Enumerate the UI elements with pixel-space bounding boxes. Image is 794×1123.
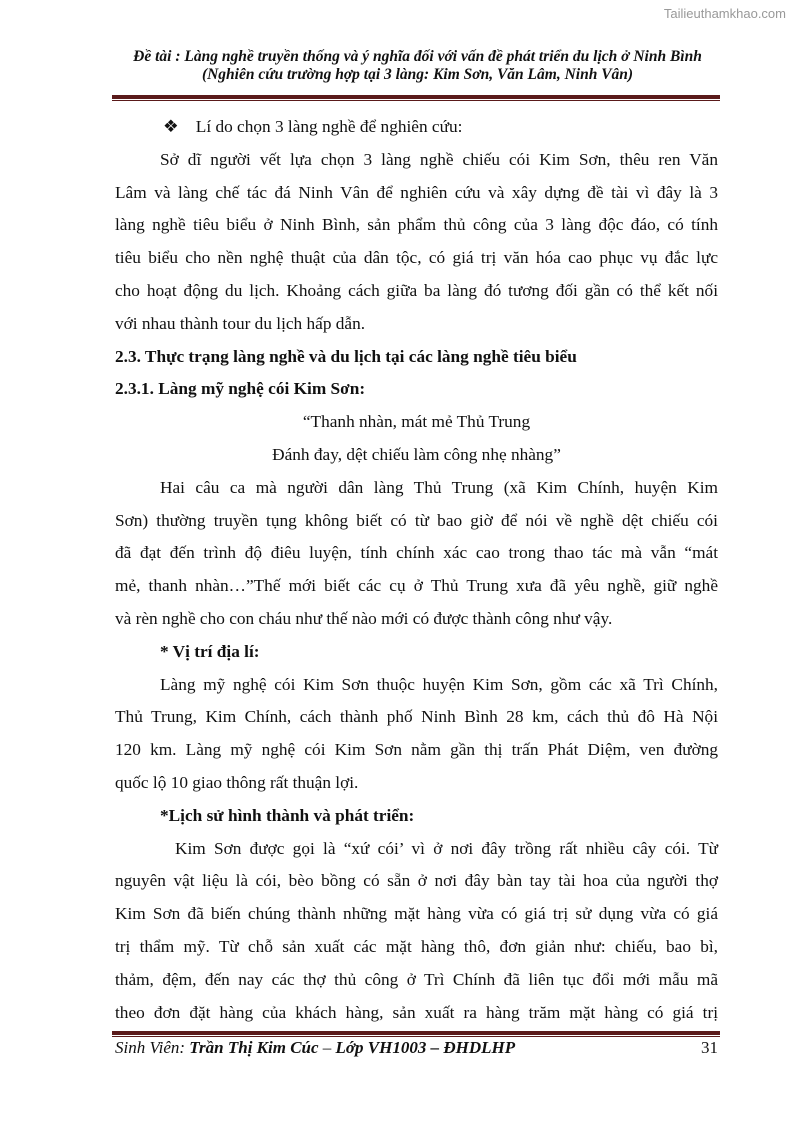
text-line: theo đơn đặt hàng của khách hàng, sản xuất ra hàng trăm mặt hàng có giá trị bbox=[115, 1002, 718, 1022]
text-line: Hai câu ca mà người dân làng Thủ Trung (xã Kim Chính, huyện Kim bbox=[160, 477, 718, 497]
text-line: tiêu biểu cho nền nghệ thuật của dân tộc, có giá trị văn hóa cao phục vụ đắc lực bbox=[115, 248, 718, 268]
heading-2-3: 2.3. Thực trạng làng nghề và du lịch tại các làng nghề tiêu biểu bbox=[115, 346, 577, 366]
text-line: thảm, đệm, đến nay các thợ thủ công ở Trì Chính đã liên tục đổi mới mẫu mã bbox=[115, 969, 718, 989]
page-number: 31 bbox=[701, 1038, 718, 1057]
paragraph-1 bbox=[115, 144, 718, 341]
text-line: với nhau thành tour du lịch hấp dẫn. bbox=[115, 313, 366, 333]
footer bbox=[115, 1038, 718, 1058]
verse-line-1: “Thanh nhàn, mát mẻ Thủ Trung bbox=[302, 412, 531, 432]
text-line: quốc lộ 10 giao thông rất thuận lợi. bbox=[115, 772, 359, 792]
text-line: Làng mỹ nghệ cói Kim Sơn thuộc huyện Kim Sơn, gồm các xã Trì Chính, bbox=[160, 674, 718, 694]
bullet-text: Lí do chọn 3 làng nghề để nghiên cứu: bbox=[195, 117, 463, 136]
text-line: và rèn nghề cho con cháu như thế nào mới có được thành công như vậy. bbox=[115, 608, 613, 628]
verse-line-2: Đánh đay, dệt chiếu làm công nhẹ nhàng” bbox=[272, 444, 561, 464]
document-body bbox=[115, 111, 718, 1029]
heading-history: *Lịch sử hình thành và phát triển: bbox=[160, 805, 415, 825]
student-name: Trần Thị Kim Cúc bbox=[189, 1038, 319, 1057]
text-line: trị thẩm mỹ. Từ chỗ sản xuất các mặt hàng thô, đơn giản như: chiếu, bao bì, bbox=[115, 936, 718, 956]
text-line: đã đạt đến trình độ điêu luyện, tính chính xác cao trong thao tác mà vẫn “mát bbox=[115, 543, 718, 563]
text-line: 120 km. Làng mỹ nghệ cói Kim Sơn nằm gần thị trấn Phát Diệm, ven đường bbox=[115, 740, 718, 760]
class-name: Lớp VH1003 – ĐHDLHP bbox=[335, 1038, 516, 1057]
heading-location: * Vị trí địa lí: bbox=[160, 641, 260, 661]
header-subtitle: (Nghiên cứu trường hợp tại 3 làng: Kim Sơn, Văn Lâm, Ninh Vân) bbox=[201, 66, 634, 83]
diamond-bullet-icon: ❖ bbox=[163, 117, 179, 136]
paragraph-2 bbox=[115, 472, 718, 636]
text-line: làng nghề tiêu biểu ở Ninh Bình, sản phẩm thủ công của 3 làng độc đáo, có tính bbox=[115, 215, 718, 235]
watermark: Tailieuthamkhao.com bbox=[663, 6, 786, 21]
header-rule bbox=[112, 95, 720, 101]
text-line: Thủ Trung, Kim Chính, cách thành phố Ninh Bình 28 km, cách thủ đô Hà Nội bbox=[115, 707, 718, 727]
bullet-line bbox=[115, 111, 718, 144]
footer-rule bbox=[112, 1031, 720, 1037]
text-line: Kim Sơn được gọi là “xứ cói’ vì ở nơi đây trồng rất nhiều cây cói. Từ bbox=[175, 838, 718, 858]
text-line: Kim Sơn đã biến chúng thành những mặt hàng vừa có giá trị sử dụng vừa có giá bbox=[115, 904, 718, 924]
text-line: nguyên vật liệu là cói, bèo bồng có sẵn ở nơi đây bàn tay tài hoa của người thợ bbox=[115, 871, 718, 891]
text-line: cho hoạt động du lịch. Khoảng cách giữa ba làng đó tương đối gần có thể kết nối bbox=[115, 280, 718, 300]
footer-separator: – bbox=[318, 1038, 336, 1057]
text-line: mẻ, thanh nhàn…”Thế mới biết các cụ ở Thủ Trung xưa đã yêu nghề, giữ nghề bbox=[115, 576, 718, 596]
heading-2-3-1: 2.3.1. Làng mỹ nghệ cói Kim Sơn: bbox=[115, 379, 366, 399]
text-line: Lâm và làng chế tác đá Ninh Vân để nghiên cứu và xây dựng đề tài vì đây là 3 bbox=[115, 182, 718, 202]
text-line: Sơn) thường truyền tụng không biết có từ bao giờ để nói về nghề dệt chiếu cói bbox=[115, 510, 718, 530]
header-title: Đề tài : Làng nghề truyền thống và ý nghĩa đối với vấn đề phát triển du lịch ở Ninh Bình bbox=[133, 48, 702, 65]
running-header bbox=[115, 48, 720, 84]
footer-prefix: Sinh Viên: bbox=[115, 1038, 190, 1057]
paragraph-3 bbox=[115, 669, 718, 800]
paragraph-4 bbox=[115, 833, 718, 1030]
text-line: Sở dĩ người vết lựa chọn 3 làng nghề chiếu cói Kim Sơn, thêu ren Văn bbox=[160, 149, 718, 169]
